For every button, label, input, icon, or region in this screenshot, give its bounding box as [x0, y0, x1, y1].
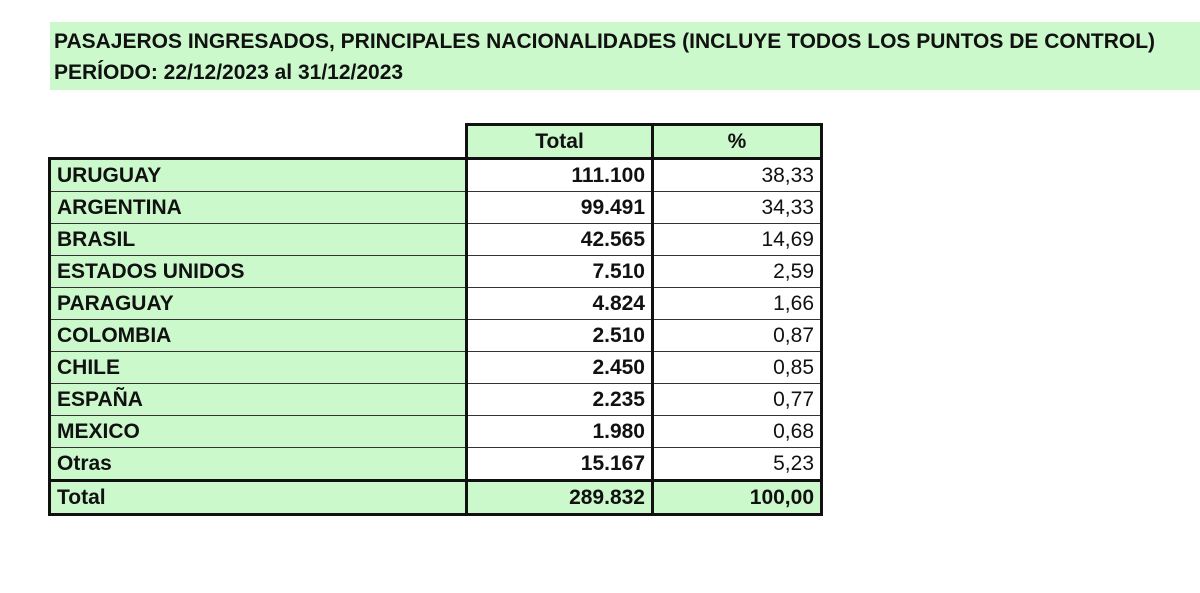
percent-cell: 0,85: [653, 352, 822, 384]
table-row: [50, 256, 822, 288]
table-row: [50, 320, 822, 352]
table-header-row: [50, 125, 822, 159]
percent-cell: 34,33: [653, 192, 822, 224]
country-cell: MEXICO: [50, 416, 467, 448]
percent-cell: 0,68: [653, 416, 822, 448]
percent-cell: 2,59: [653, 256, 822, 288]
table-total-row: [50, 481, 822, 515]
table-row: [50, 416, 822, 448]
table-row: [50, 159, 822, 192]
percent-cell: 5,23: [653, 448, 822, 481]
grand-total-cell: 289.832: [467, 481, 653, 515]
total-cell: 1.980: [467, 416, 653, 448]
percent-cell: 14,69: [653, 224, 822, 256]
column-header-total: Total: [467, 125, 653, 159]
total-cell: 2.235: [467, 384, 653, 416]
total-cell: 42.565: [467, 224, 653, 256]
table-row: [50, 448, 822, 481]
percent-cell: 38,33: [653, 159, 822, 192]
country-cell: BRASIL: [50, 224, 467, 256]
total-label-cell: Total: [50, 481, 467, 515]
grand-percent-cell: 100,00: [653, 481, 822, 515]
total-cell: 4.824: [467, 288, 653, 320]
total-cell: 2.510: [467, 320, 653, 352]
country-cell: PARAGUAY: [50, 288, 467, 320]
percent-cell: 0,87: [653, 320, 822, 352]
table-row: [50, 352, 822, 384]
nationalities-table: [48, 123, 823, 516]
report-title: PASAJEROS INGRESADOS, PRINCIPALES NACIONALIDADES (INCLUYE TODOS LOS PUNTOS DE CONTROL): [54, 30, 1156, 53]
column-header-percent: %: [653, 125, 822, 159]
country-cell: CHILE: [50, 352, 467, 384]
country-cell: ESPAÑA: [50, 384, 467, 416]
table-row: [50, 384, 822, 416]
table-row: [50, 224, 822, 256]
country-cell: ARGENTINA: [50, 192, 467, 224]
country-cell: URUGUAY: [50, 159, 467, 192]
report-title-block: [50, 22, 1200, 90]
total-cell: 111.100: [467, 159, 653, 192]
total-cell: 2.450: [467, 352, 653, 384]
percent-cell: 1,66: [653, 288, 822, 320]
total-cell: 15.167: [467, 448, 653, 481]
report-period: PERÍODO: 22/12/2023 al 31/12/2023: [54, 61, 404, 84]
total-cell: 99.491: [467, 192, 653, 224]
total-cell: 7.510: [467, 256, 653, 288]
percent-cell: 0,77: [653, 384, 822, 416]
country-cell: ESTADOS UNIDOS: [50, 256, 467, 288]
country-cell: Otras: [50, 448, 467, 481]
table-row: [50, 288, 822, 320]
country-cell: COLOMBIA: [50, 320, 467, 352]
header-blank-cell: [50, 125, 467, 159]
table-row: [50, 192, 822, 224]
